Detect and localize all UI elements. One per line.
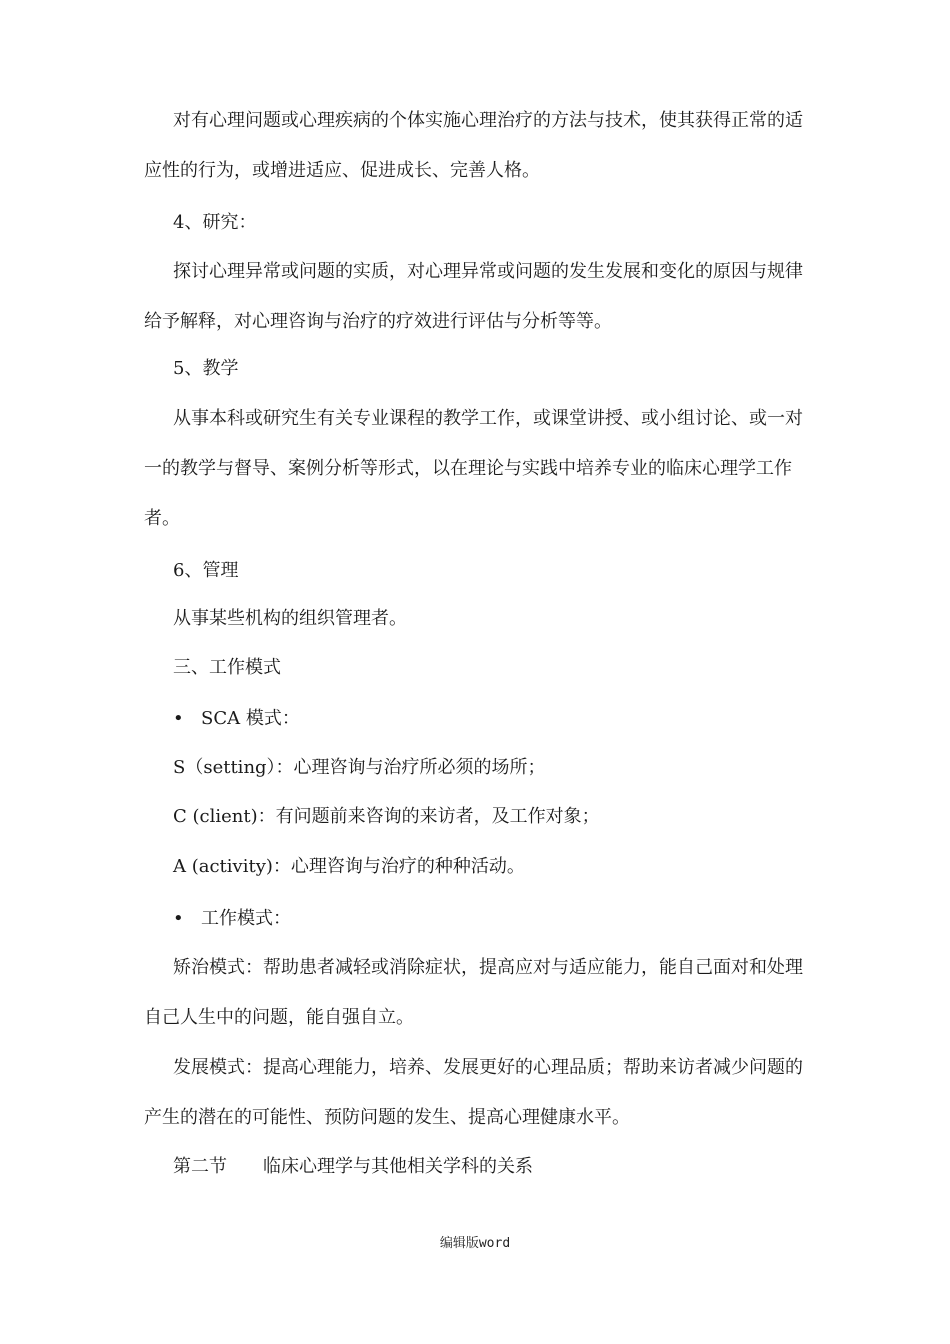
- heading-teaching: 5、教学: [173, 358, 239, 379]
- section-two-title: 第二节 临床心理学与其他相关学科的关系: [173, 1156, 533, 1177]
- bullet-icon: •: [173, 708, 184, 729]
- paragraph-management-desc: 从事某些机构的组织管理者。: [173, 608, 407, 629]
- paragraph-research-desc: 探讨心理异常或问题的实质，对心理异常或问题的发生发展和变化的原因与规律给予解释，对心理咨询与治疗的疗效进行评估与分析等等。: [144, 261, 803, 332]
- paragraph-teaching-desc: 从事本科或研究生有关专业课程的教学工作，或课堂讲授、或小组讨论、或一对一的教学与督导、案例分析等形式，以在理论与实践中培养专业的临床心理学工作者。: [144, 408, 803, 529]
- bullet-sca-label: SCA 模式：: [201, 708, 300, 729]
- paragraph-development-mode: 发展模式：提高心理能力，培养、发展更好的心理品质；帮助来访者减少问题的产生的潜在的可能性、预防问题的发生、提高心理健康水平。: [144, 1057, 803, 1128]
- bullet-icon: •: [173, 908, 184, 929]
- heading-research: 4、研究：: [173, 212, 257, 233]
- paragraph-therapy-desc: 对有心理问题或心理疾病的个体实施心理治疗的方法与技术，使其获得正常的适应性的行为，或增进适应、促进成长、完善人格。: [144, 110, 803, 181]
- line-client: C (client)：有问题前来咨询的来访者，及工作对象；: [173, 806, 600, 827]
- bullet-work-mode-label: 工作模式：: [201, 908, 291, 929]
- bullet-work-mode: [173, 894, 291, 944]
- heading-management: 6、管理: [173, 560, 239, 581]
- line-activity: A (activity)：心理咨询与治疗的种种活动。: [173, 856, 525, 877]
- section-work-mode-heading: 三、工作模式: [173, 657, 281, 678]
- page-footer: 编辑版word: [439, 1236, 511, 1251]
- bullet-sca-mode: [173, 694, 300, 744]
- line-setting: S（setting）：心理咨询与治疗所必须的场所；: [173, 757, 546, 778]
- paragraph-correction-mode: 矫治模式：帮助患者减轻或消除症状，提高应对与适应能力，能自己面对和处理自己人生中的问题，能自强自立。: [144, 957, 803, 1028]
